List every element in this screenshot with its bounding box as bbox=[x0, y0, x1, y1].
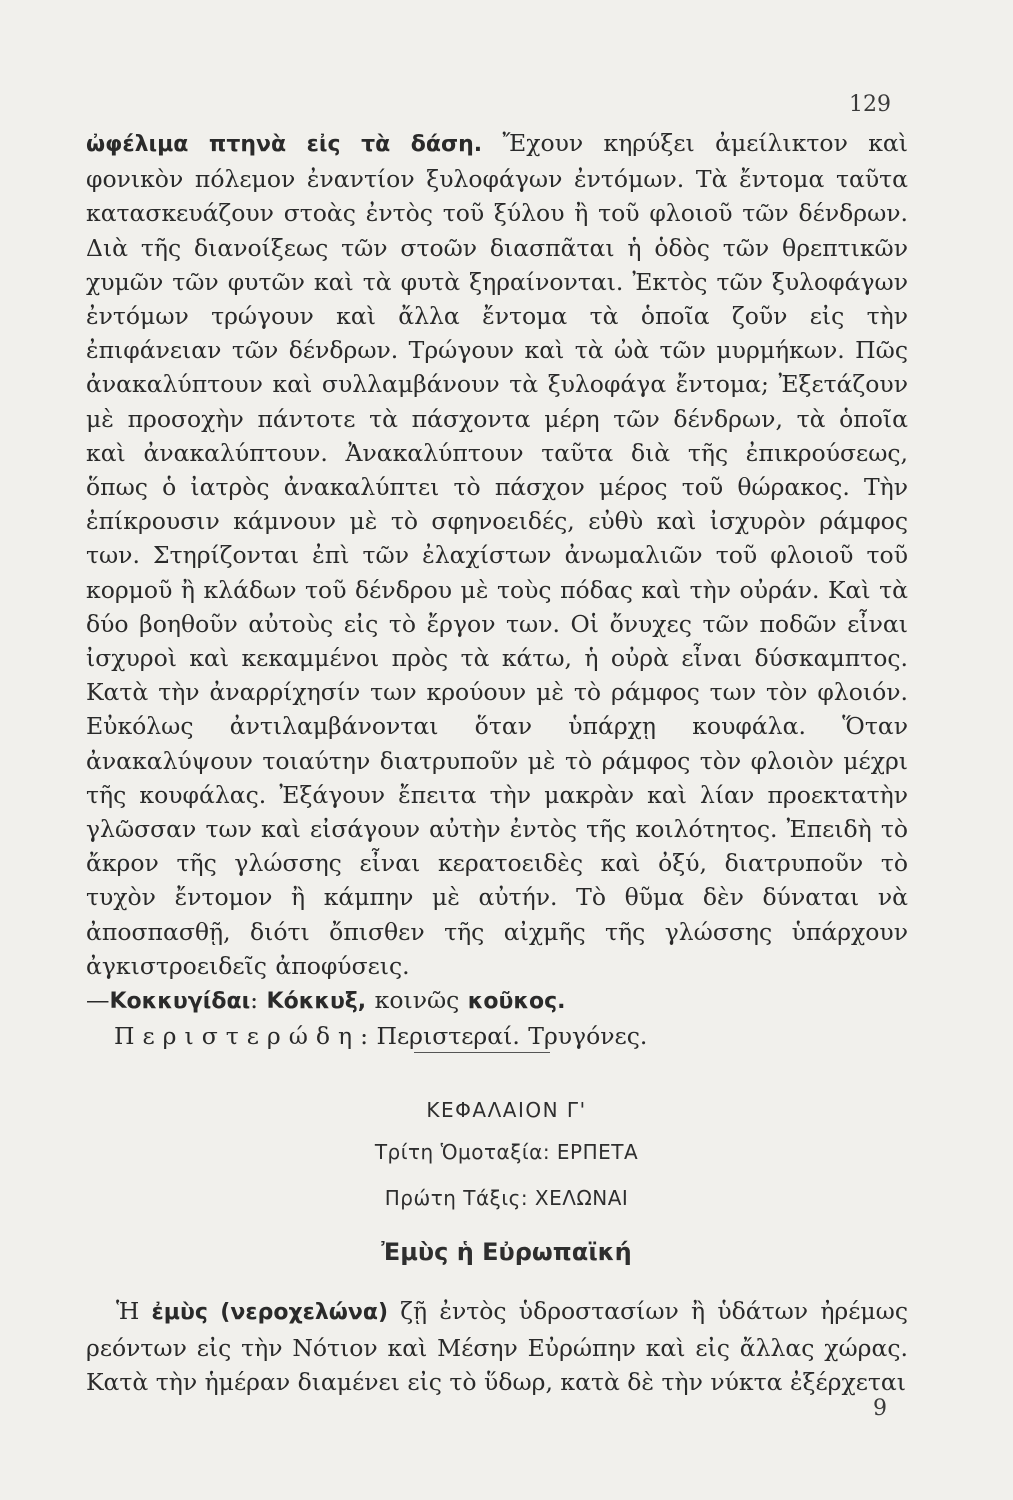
closing-bold-term: ἐμὺς (νεροχελώνα) bbox=[151, 1300, 389, 1325]
section-divider bbox=[414, 1052, 550, 1053]
lead-bold-phrase: ὠφέλιμα πτηνὰ εἰς τὰ δάση. bbox=[86, 132, 483, 157]
group-species: Περιστεραί. Τρυγόνες. bbox=[376, 1022, 648, 1051]
family-name: Κοκκυγίδαι bbox=[109, 989, 251, 1015]
species-heading: Ἐμὺς ἡ Εὐρωπαϊκή bbox=[381, 1238, 632, 1266]
chapter-title: ΚΕΦΑΛΑΙΟΝ Γ' bbox=[426, 1098, 587, 1122]
closing-rest: ζῇ ἐντὸς ὑδροστασίων ἢ ὑδάτων ἠρέμως ρεόντων εἰς τὴν Νότιον καὶ Μέσην Εὐρώπην καὶ εἰς ἄλλας χώρας. Κατὰ τὴν ἡμέραν διαμένει εἰς τὸ ὕδωρ, κατὰ δὲ τὴν νύκτα ἐξέρχεται bbox=[86, 1297, 908, 1396]
signature-mark: 9 bbox=[873, 1396, 887, 1421]
group-colon: : bbox=[360, 1022, 377, 1051]
closing-text-block bbox=[86, 1294, 908, 1400]
family-common-name: κοῦκος. bbox=[467, 989, 566, 1015]
family-species: Κόκκυξ, bbox=[266, 989, 367, 1015]
closing-article: Ἡ bbox=[116, 1297, 152, 1325]
family-dash: — bbox=[86, 986, 110, 1015]
main-paragraph bbox=[86, 126, 908, 983]
group-line bbox=[86, 1019, 908, 1053]
closing-paragraph bbox=[86, 1294, 908, 1400]
paragraph-text: Ἔχουν κηρύξει ἀμείλικτον καὶ φονικὸν πόλεμον ἐναντίον ξυλοφάγων ἐντόμων. Τὰ ἔντομα ταῦτα κατασκευάζουν στοὰς ἐντὸς τοῦ ξύλου ἢ τοῦ φλοιοῦ τῶν δένδρων. Διὰ τῆς διανοίξεως τῶν στοῶν διασπᾶται ἡ ὁδὸς τῶν θρεπτικῶν χυμῶν τῶν φυτῶν καὶ τὰ φυτὰ ξηραίνονται. Ἐκτὸς τῶν ξυλοφάγων ἐντόμων τρώγουν καὶ ἄλλα ἔντομα τὰ ὁποῖα ζοῦν εἰς τὴν ἐπιφάνειαν τῶν δένδρων. Τρώγουν καὶ τὰ ὠὰ τῶν μυρμήκων. Πῶς ἀνακαλύπτουν καὶ συλλαμβάνουν τὰ ξυλοφάγα ἔντομα; Ἐξετάζουν μὲ προσοχὴν πάντοτε τὰ πάσχοντα μέρη τῶν δένδρων, τὰ ὁποῖα καὶ ἀνακαλύπτουν. Ἀνακαλύπτουν ταῦτα διὰ τῆς ἐπικρούσεως, ὅπως ὁ ἰατρὸς ἀνακαλύπτει τὸ πάσχον μέρος τοῦ θώρακος. Τὴν ἐπίκρουσιν κάμνουν μὲ τὸ σφηνοειδές, εὐθὺ καὶ ἰσχυρὸν ράμφος των. Στηρίζονται ἐπὶ τῶν ἐλαχίστων ἀνωμαλιῶν τοῦ φλοιοῦ τοῦ κορμοῦ ἢ κλάδων τοῦ δένδρου μὲ τοὺς πόδας καὶ τὴν οὐράν. Καὶ τὰ δύο βοηθοῦν αὐτοὺς εἰς τὸ ἔργον των. Οἱ ὄνυχες τῶν ποδῶν εἶναι ἰσχυροὶ καὶ κεκαμμένοι πρὸς τὰ κάτω, ἡ οὐρὰ εἶναι δύσκαμπτος. Κατὰ τὴν ἀναρρίχησίν των κρούουν μὲ τὸ ράμφος των τὸν φλοιόν. Εὐκόλως ἀντιλαμβάνονται ὅταν ὑπάρχῃ κουφάλα. Ὅταν ἀνακαλύψουν τοιαύτην διατρυποῦν μὲ τὸ ράμφος τὸν φλοιὸν μέχρι τῆς κουφάλας. Ἐξάγουν ἔπειτα τὴν μακρὰν καὶ λίαν προεκτατὴν γλῶσσαν των καὶ εἰσάγουν αὐτὴν ἐντὸς τῆς κοιλότητος. Ἐπειδὴ τὸ ἄκρον τῆς γλώσσης εἶναι κερατοειδὲς καὶ ὀξύ, διατρυποῦν τὸ τυχὸν ἔντομον ἢ κάμπην μὲ αὐτήν. Τὸ θῦμα δὲν δύναται νὰ ἀποσπασθῇ, διότι ὄπισθεν τῆς αἰχμῆς τῆς γλώσσης ὑπάρχουν ἀγκιστροειδεῖς ἀποφύσεις. bbox=[86, 129, 908, 980]
page-number: 129 bbox=[849, 92, 891, 117]
order-line: Πρώτη Τάξις: ΧΕΛΩΝΑΙ bbox=[384, 1186, 629, 1210]
family-line bbox=[86, 983, 908, 1019]
class-line: Τρίτη Ὁμοταξία: ΕΡΠΕΤΑ bbox=[374, 1140, 639, 1164]
family-colon: : bbox=[250, 986, 267, 1015]
main-text-block bbox=[86, 126, 908, 1053]
family-common-label: κοινῶς bbox=[366, 986, 468, 1015]
group-name: Περιστερώδη bbox=[114, 1022, 361, 1051]
